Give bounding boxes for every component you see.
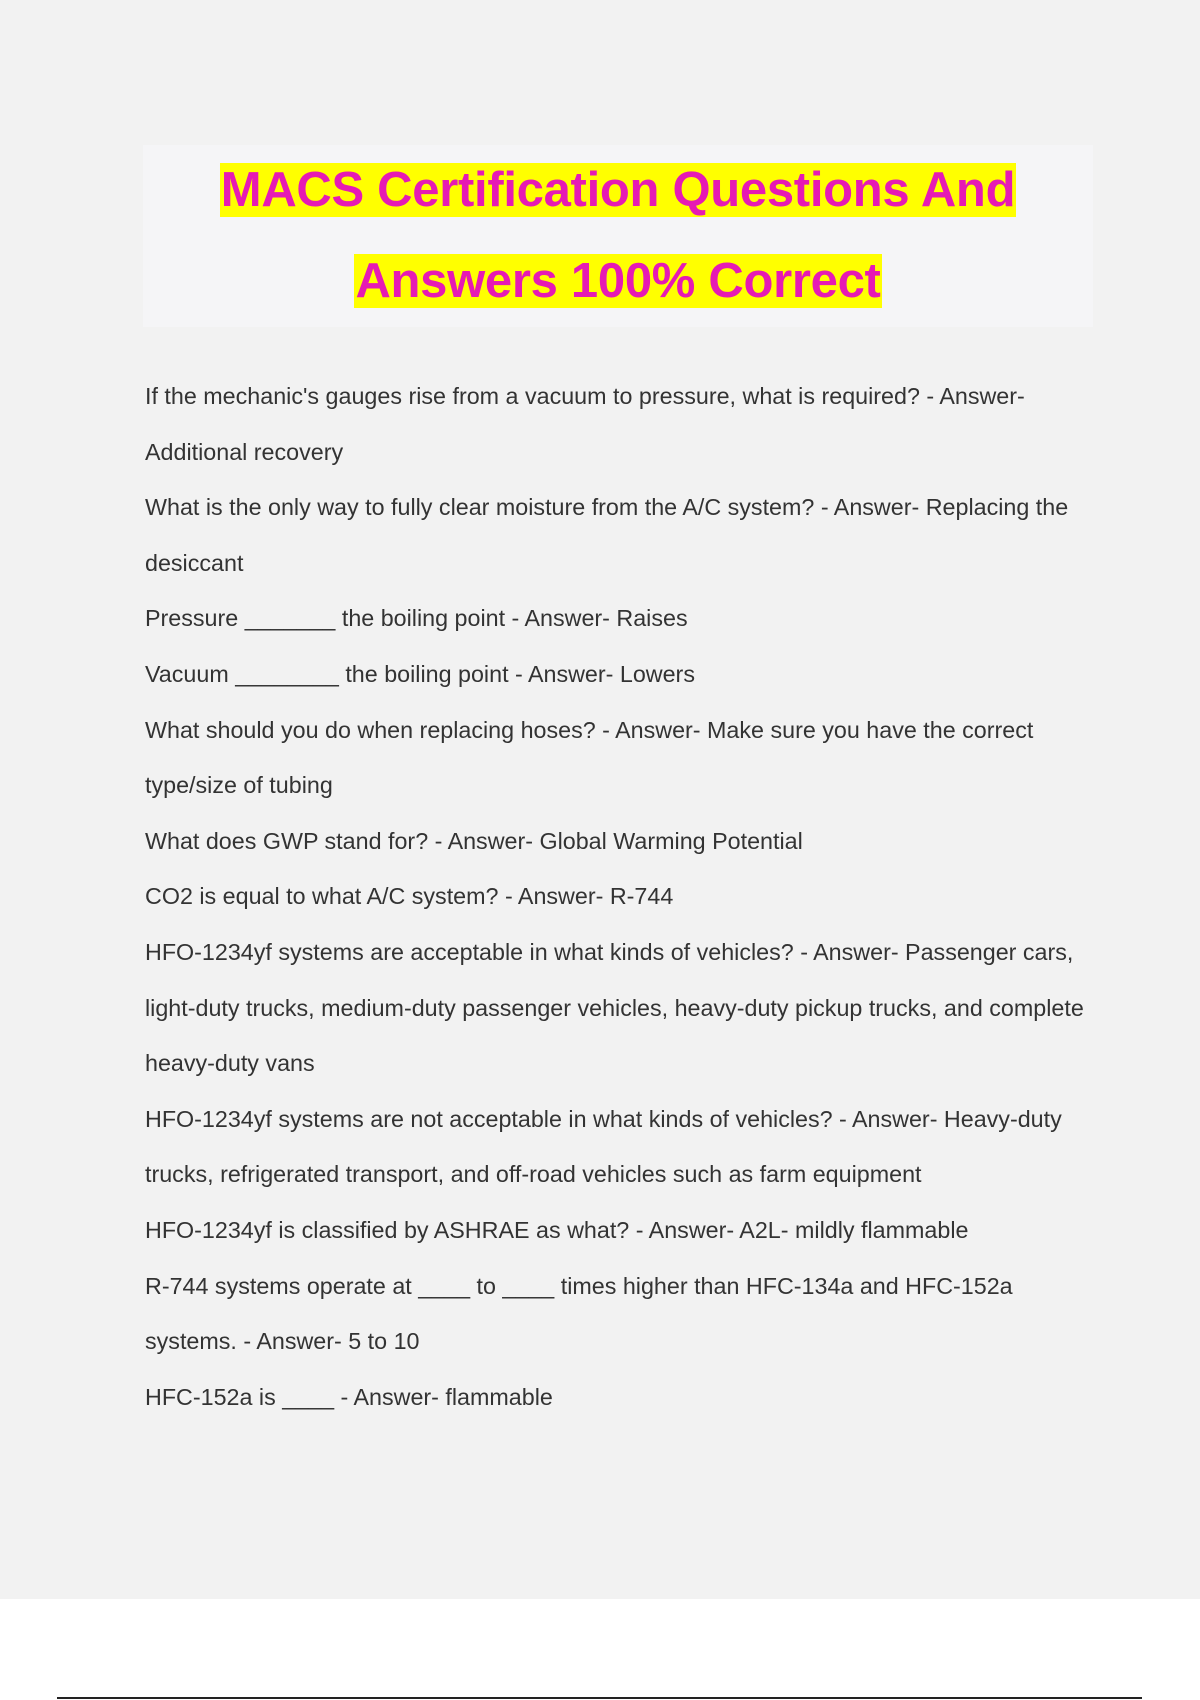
qa-item: If the mechanic's gauges rise from a vacuum to pressure, what is required? - Answer- Additional recovery	[145, 383, 1025, 465]
footer-divider	[57, 1697, 1142, 1699]
qa-item: Pressure _______ the boiling point - Answer- Raises	[145, 605, 688, 632]
title-box	[143, 145, 1093, 327]
title-line-1	[143, 145, 1093, 236]
qa-item: HFO-1234yf systems are acceptable in what kinds of vehicles? - Answer- Passenger cars, light-duty trucks, medium-duty passenger vehicles, heavy-duty pickup trucks, and complete heavy-duty vans	[145, 938, 1084, 1077]
qa-list	[145, 369, 1095, 1425]
qa-item: What does GWP stand for? - Answer- Global Warming Potential	[145, 827, 803, 854]
qa-item: What is the only way to fully clear moisture from the A/C system? - Answer- Replacing the desiccant	[145, 494, 1069, 576]
qa-item: What should you do when replacing hoses? - Answer- Make sure you have the correct type/size of tubing	[145, 716, 1034, 799]
qa-item: R-744 systems operate at ____ to ____ times higher than HFC-134a and HFC-152a systems. - Answer- 5 to 10	[145, 1272, 1013, 1355]
qa-item: HFO-1234yf is classified by ASHRAE as what? - Answer- A2L- mildly flammable	[145, 1216, 969, 1243]
qa-item: HFC-152a is ____ - Answer- flammable	[145, 1383, 553, 1410]
title-line-2	[143, 236, 1093, 327]
document-title-line-2: Answers 100% Correct	[355, 254, 881, 308]
qa-item: Vacuum ________ the boiling point - Answer- Lowers	[145, 660, 695, 687]
qa-item: HFO-1234yf systems are not acceptable in what kinds of vehicles? - Answer- Heavy-duty trucks, refrigerated transport, and off-road vehicles such as farm equipment	[145, 1105, 1062, 1188]
document-title-line-1: MACS Certification Questions And	[220, 163, 1016, 217]
qa-item: CO2 is equal to what A/C system? - Answer- R-744	[145, 883, 674, 910]
